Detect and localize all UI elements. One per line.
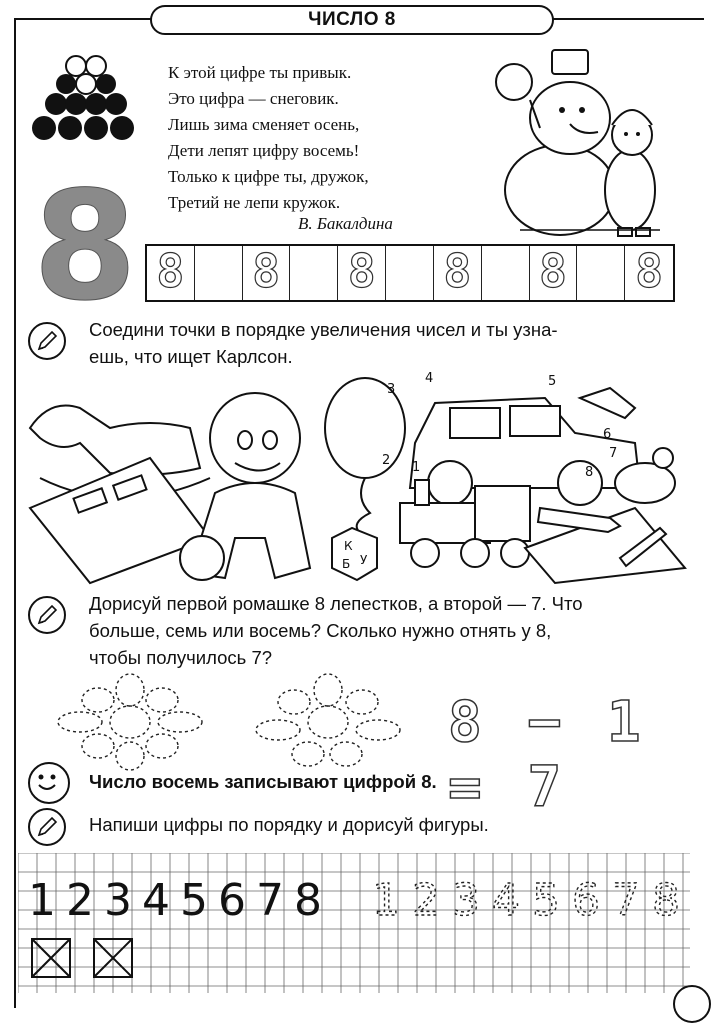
filled-dot [85,93,107,115]
poem-line: Лишь зима сменяет осень, [168,115,360,134]
dot-label: 7 [609,446,618,461]
empty-dot [66,56,86,76]
task-text-line: ешь, что ищет Карлсон. [89,346,293,367]
solid-digit: 4 [142,875,170,926]
daisy-seven-petals[interactable] [238,672,418,772]
dot-label: 2 [382,453,391,468]
solid-digit: 1 [28,875,56,926]
page-left-border [14,18,16,1008]
filled-dot [96,74,116,94]
cube-letter: Б [342,557,351,571]
pencil-icon [28,808,66,846]
dot-label: 4 [425,371,434,386]
empty-dot [86,56,106,76]
solid-digit: 5 [180,875,208,926]
equation-b: 1 [606,690,647,755]
empty-cell[interactable] [577,246,625,300]
dashed-digit[interactable]: 6 [572,875,600,926]
writing-grid[interactable] [18,853,690,993]
poem [168,60,488,216]
empty-dot [76,74,96,94]
filled-dot [105,93,127,115]
poem-author: В. Бакалдина [298,214,393,233]
dashed-digit[interactable]: 1 [372,875,400,926]
poem-line: Третий не лепи кружок. [168,193,341,212]
filled-dot [65,93,87,115]
task-text-line: чтобы получилось 7? [89,647,273,668]
snowman-illustration [490,40,690,240]
toys-dot-to-dot-picture [20,368,690,588]
task-text-line: Дорисуй первой ромашке 8 лепестков, а второй — 7. Что [89,593,583,614]
dashed-digit[interactable]: 3 [452,875,480,926]
poem-line: К этой цифре ты привык. [168,63,352,82]
dot-label: 5 [548,374,557,389]
daisy-eight-petals[interactable] [40,672,220,772]
dot-label: 8 [585,465,594,480]
dashed-digit[interactable]: 8 [652,875,680,926]
trace-digit-cell[interactable]: 8 [434,246,482,300]
trace-digit-cell[interactable]: 8 [635,244,663,298]
filled-dot [84,116,108,140]
trace-eight-row [145,244,675,302]
page-title: ЧИСЛО 8 [150,5,554,35]
filled-dot [45,93,67,115]
solid-digit: 6 [218,875,246,926]
pencil-icon [28,322,66,360]
dashed-digit[interactable]: 5 [532,875,560,926]
task-connect-dots [89,316,679,370]
equation [448,690,712,820]
dot-label: 3 [387,382,396,397]
equation-a: 8 [448,690,488,755]
empty-cell[interactable] [195,246,243,300]
trace-digit-cell[interactable]: 8 [338,246,386,300]
dashed-digit[interactable]: 4 [492,875,520,926]
filled-dot [32,116,56,140]
solid-digit: 2 [66,875,94,926]
equation-equals: = [448,755,488,820]
solid-digit: 3 [104,875,132,926]
task-text-line: Соедини точки в порядке увеличения чисел и ты узна- [89,319,558,340]
poem-line: Дети лепят цифру восемь! [168,141,360,160]
task-text-line: больше, семь или восемь? Сколько нужно отнять у 8, [89,620,552,641]
solid-digit: 8 [294,875,322,926]
filled-dot [56,74,76,94]
trace-digit-cell[interactable]: 8 [147,246,195,300]
dashed-digit[interactable]: 7 [612,875,640,926]
cube-letter: У [360,553,368,567]
cube-letter: К [344,539,353,553]
task-write-digits: Напиши цифры по порядку и дорисуй фигуры. [89,814,489,835]
trace-digit-cell[interactable]: 8 [243,246,291,300]
dots-pyramid [30,52,142,148]
page-number-circle [673,985,711,1023]
poem-line: Это цифра — снеговик. [168,89,339,108]
rule-text: Число восемь записывают цифрой 8. [89,771,437,792]
dashed-digit[interactable]: 2 [412,875,440,926]
smiley-icon [28,762,70,804]
empty-cell[interactable] [290,246,338,300]
empty-cell[interactable] [386,246,434,300]
filled-dot [110,116,134,140]
empty-cell[interactable] [482,246,530,300]
big-digit-eight [30,180,140,305]
svg-text:8: 8 [32,180,138,305]
dot-label: 1 [412,460,421,475]
filled-dot [58,116,82,140]
pencil-icon [28,596,66,634]
trace-digit-cell[interactable]: 8 [530,246,578,300]
solid-digit: 7 [256,875,284,926]
equation-minus: − [527,690,568,755]
poem-line: Только к цифре ты, дружок, [168,167,369,186]
equation-result: 7 [527,755,568,820]
dot-label: 6 [603,427,612,442]
task-daisies [89,590,689,671]
